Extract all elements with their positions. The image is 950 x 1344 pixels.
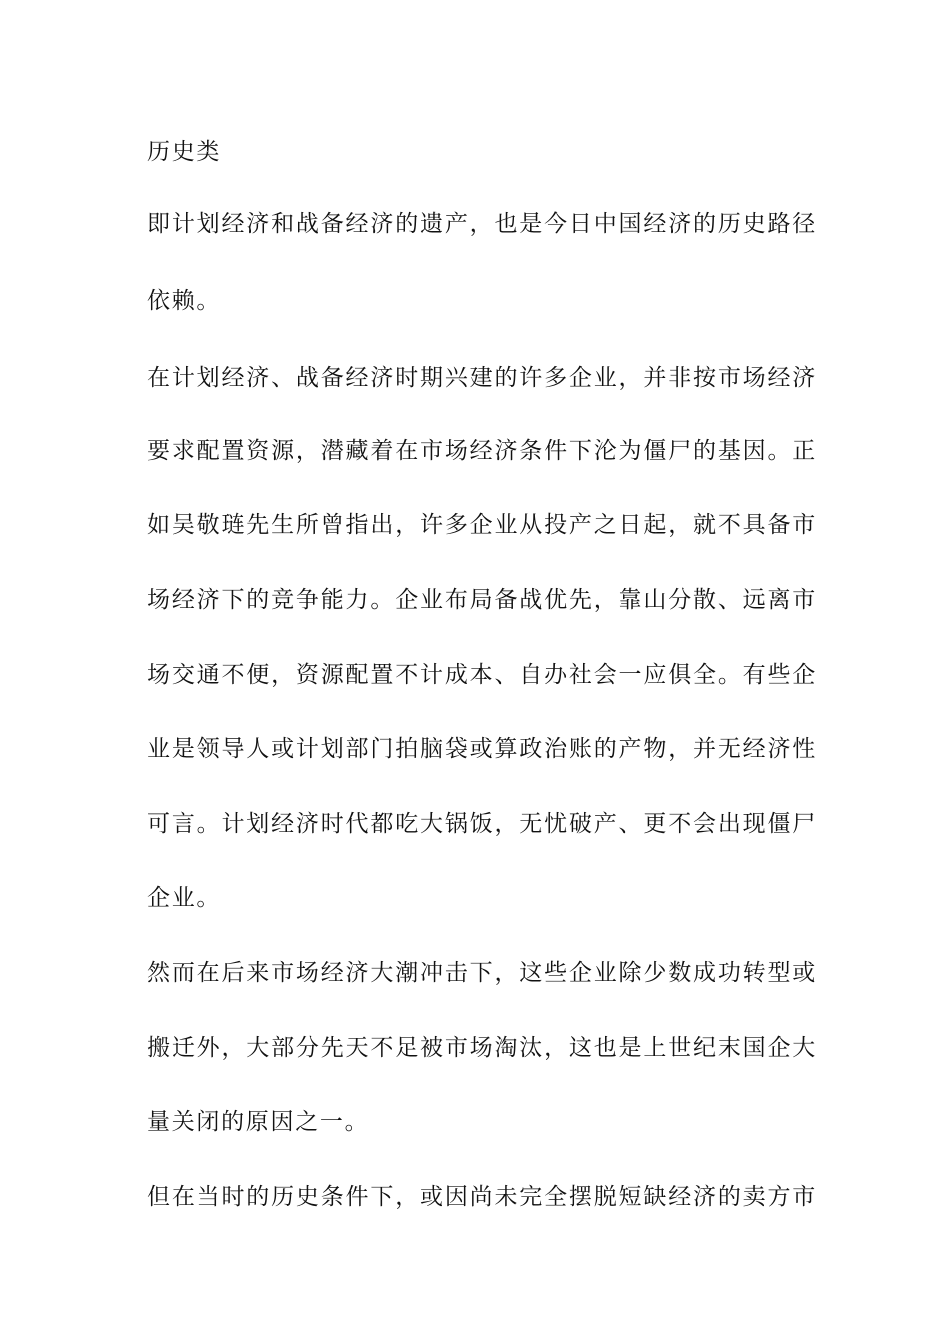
text-line: 可言。计划经济时代都吃大锅饭，无忧破产、更不会出现僵尸 bbox=[147, 811, 817, 837]
text-line: 量关闭的原因之一。 bbox=[147, 1109, 370, 1135]
text-line: 如吴敬琏先生所曾指出，许多企业从投产之日起，就不具备市 bbox=[147, 512, 817, 538]
text-line: 但在当时的历史条件下，或因尚未完全摆脱短缺经济的卖方市 bbox=[147, 1184, 817, 1210]
text-line: 即计划经济和战备经济的遗产，也是今日中国经济的历史路径 bbox=[147, 211, 817, 237]
text-line: 业是领导人或计划部门拍脑袋或算政治账的产物，并无经济性 bbox=[147, 736, 817, 762]
text-line: 企业。 bbox=[147, 885, 222, 911]
text-line: 然而在后来市场经济大潮冲击下，这些企业除少数成功转型或 bbox=[147, 960, 817, 986]
text-line: 搬迁外，大部分先天不足被市场淘汰，这也是上世纪末国企大 bbox=[147, 1035, 817, 1061]
document-heading: 历史类 bbox=[147, 139, 222, 165]
text-line: 要求配置资源，潜藏着在市场经济条件下沦为僵尸的基因。正 bbox=[147, 438, 817, 464]
text-line: 依赖。 bbox=[147, 288, 222, 314]
text-line: 场交通不便，资源配置不计成本、自办社会一应俱全。有些企 bbox=[147, 662, 817, 688]
text-line: 场经济下的竞争能力。企业布局备战优先，靠山分散、远离市 bbox=[147, 587, 817, 613]
text-line: 在计划经济、战备经济时期兴建的许多企业，并非按市场经济 bbox=[147, 365, 817, 391]
